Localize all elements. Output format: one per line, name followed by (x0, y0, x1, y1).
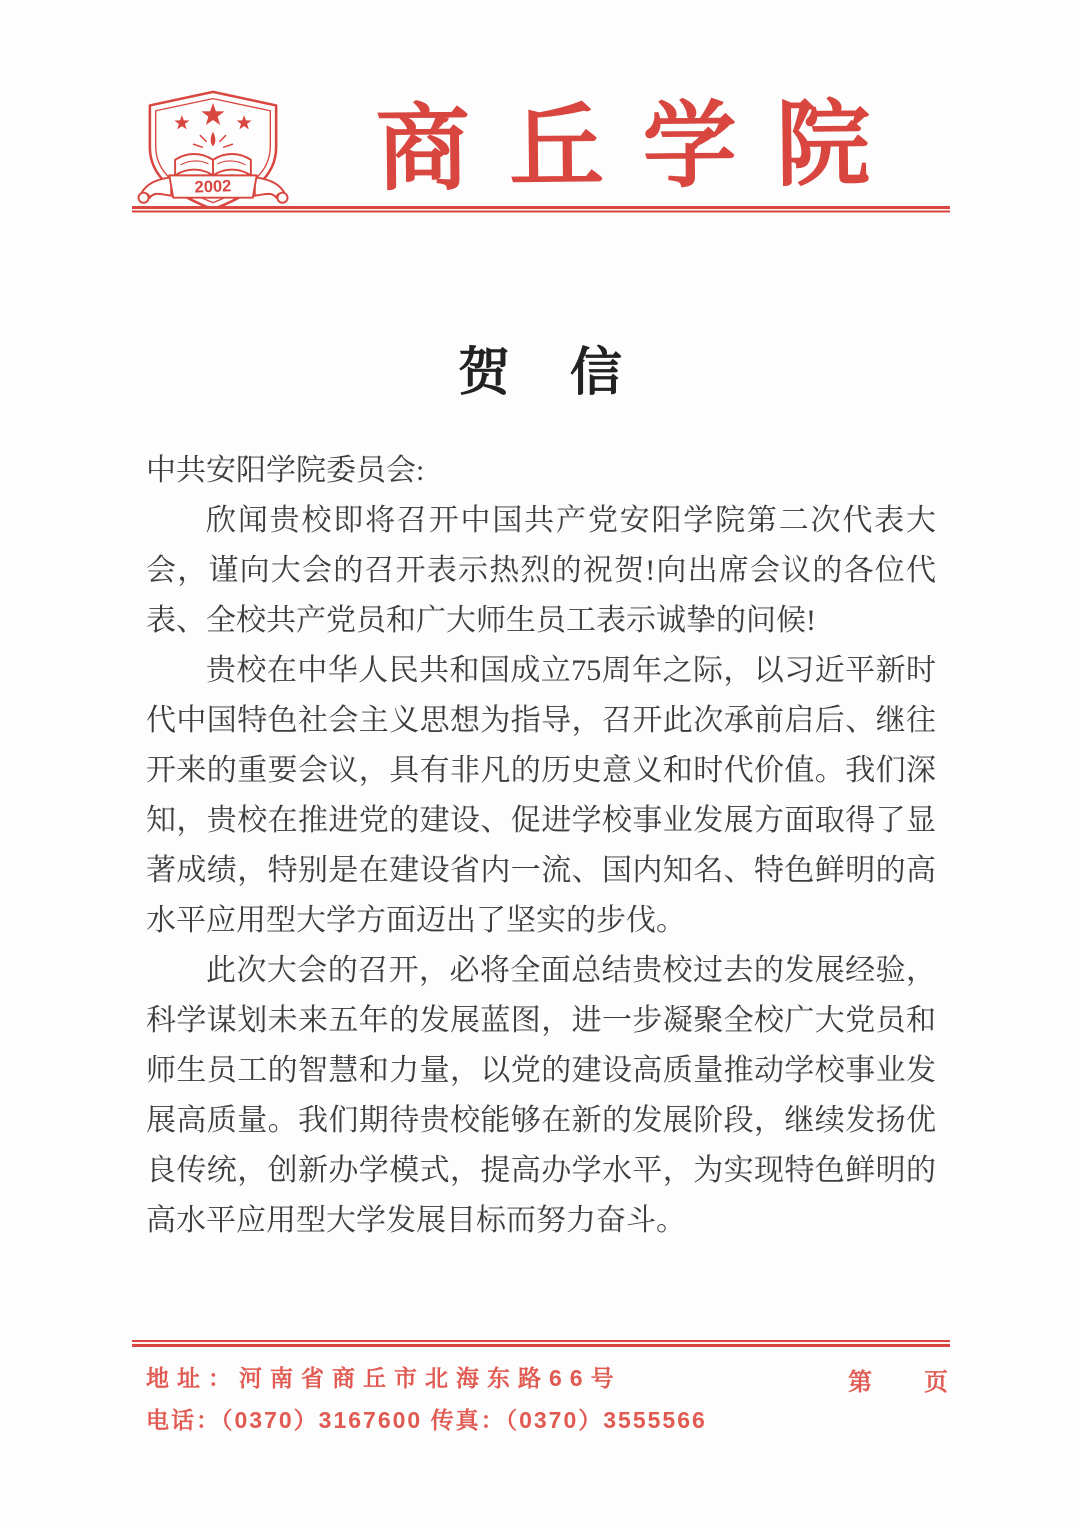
page-number-prefix: 第 (848, 1369, 872, 1396)
paragraph-1: 欣闻贵校即将召开中国共产党安阳学院第二次代表大会，谨向大会的召开表示热烈的祝贺!向出席会议的各位代表、全校共产党员和广大师生员工表示诚挚的问候! (146, 504, 936, 637)
star-icon (174, 115, 189, 129)
star-icon (201, 103, 224, 125)
address-line: 地址：河南省商丘市北海东路66号 (146, 1365, 622, 1391)
emblem-year-label: 2002 (194, 177, 232, 197)
phone-fax-line: 电话：（0370）3167600 传真：（0370）3555566 (146, 1407, 707, 1433)
paragraph-2: 贵校在中华人民共和国成立75周年之际，以习近平新时代中国特色社会主义思想为指导，召开此次承前启后、继往开来的重要会议，具有非凡的历史意义和时代价值。我们深知，贵校在推进党的建设、促进学校事业发展方面取得了显著成绩，特别是在建设省内一流、国内知名、特色鲜明的高水平应用型大学方面迈出了坚实的步伐。 (146, 654, 936, 937)
letter-body (146, 446, 936, 1246)
university-name: 商丘学院 (375, 93, 911, 203)
university-emblem (130, 86, 296, 222)
paragraph-3: 此次大会的召开，必将全面总结贵校过去的发展经验，科学谋划未来五年的发展蓝图，进一步凝聚全校广大党员和师生员工的智慧和力量，以党的建设高质量推动学校事业发展高质量。我们期待贵校能够在新的发展阶段，继续发扬优良传统，创新办学模式，提高办学水平，为实现特色鲜明的高水平应用型大学发展目标而努力奋斗。 (146, 954, 936, 1237)
book-icon (175, 154, 251, 175)
star-icon (237, 115, 252, 129)
page-number-suffix: 页 (924, 1369, 948, 1396)
flame-icon (211, 132, 216, 147)
letterhead-divider (132, 206, 950, 214)
footer-divider (132, 1340, 950, 1348)
letter-footer (146, 1360, 948, 1435)
letter-title: 贺信 (458, 345, 682, 402)
ribbon-banner (138, 175, 287, 202)
letterhead (130, 86, 950, 220)
page-number (848, 1362, 948, 1397)
salutation: 中共安阳学院委员会: (146, 454, 425, 487)
